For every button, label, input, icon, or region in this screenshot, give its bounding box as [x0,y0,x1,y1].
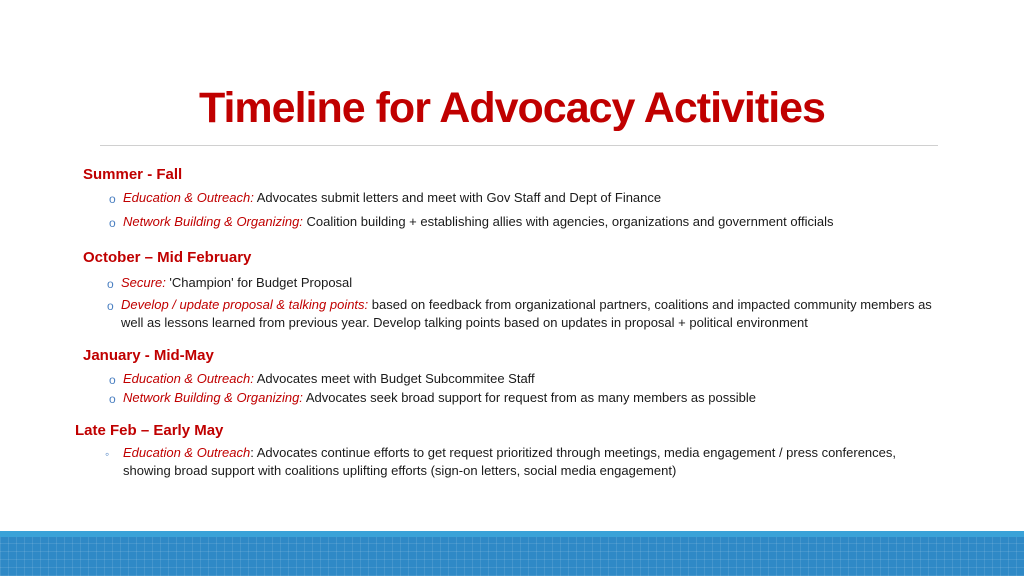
item-text: Advocates meet with Budget Subcommitee Staff [253,371,535,386]
bullet-icon: o [109,373,116,387]
item-text: Advocates submit letters and meet with Gov Staff and Dept of Finance [253,190,662,205]
item-label: Network Building & Organizing: [123,390,303,405]
bullet-icon: o [109,216,116,230]
item-label: Secure: [121,275,166,290]
section-heading-summer-fall: Summer - Fall [83,166,183,183]
item-text: Advocates seek broad support for request from as many members as possible [302,390,756,405]
item-text: based on feedback from organizational partners, coalitions and impacted community members as well as lessons learned from previous year. Develop talking points based on updates in proposal + political environment [121,297,932,330]
list-item [123,444,933,480]
bullet-icon: o [109,192,116,206]
page-title: Timeline for Advocacy Activities [199,84,825,132]
bullet-icon: o [107,299,114,313]
footer-bar [0,537,1024,576]
item-text: 'Champion' for Budget Proposal [165,275,353,290]
bullet-icon: o [107,277,114,291]
item-label: Education & Outreach: [123,190,254,205]
title-divider [100,145,938,146]
item-text: Coalition building + establishing allies with agencies, organizations and government officials [302,214,834,229]
list-item [121,274,352,292]
item-label: Network Building & Organizing: [123,214,303,229]
section-heading-january-may: January - Mid-May [83,347,214,364]
list-item [123,370,535,388]
item-label: Education & Outreach: [123,371,254,386]
item-label: Develop / update proposal & talking points: [121,297,369,312]
list-item [123,189,661,207]
bullet-icon: o [109,392,116,406]
item-label: Education & Outreach [123,445,251,460]
list-item [123,213,833,231]
section-heading-feb-may: Late Feb – Early May [75,422,224,439]
item-text: : Advocates continue efforts to get request prioritized through meetings, media engagement / press conferences, showing broad support with coalitions uplifting efforts (sign-on letters, social media engagement) [123,445,897,478]
list-item [121,296,936,332]
list-item [123,389,756,407]
bullet-icon: ◦ [105,447,110,461]
section-heading-october-february: October – Mid February [83,249,252,266]
